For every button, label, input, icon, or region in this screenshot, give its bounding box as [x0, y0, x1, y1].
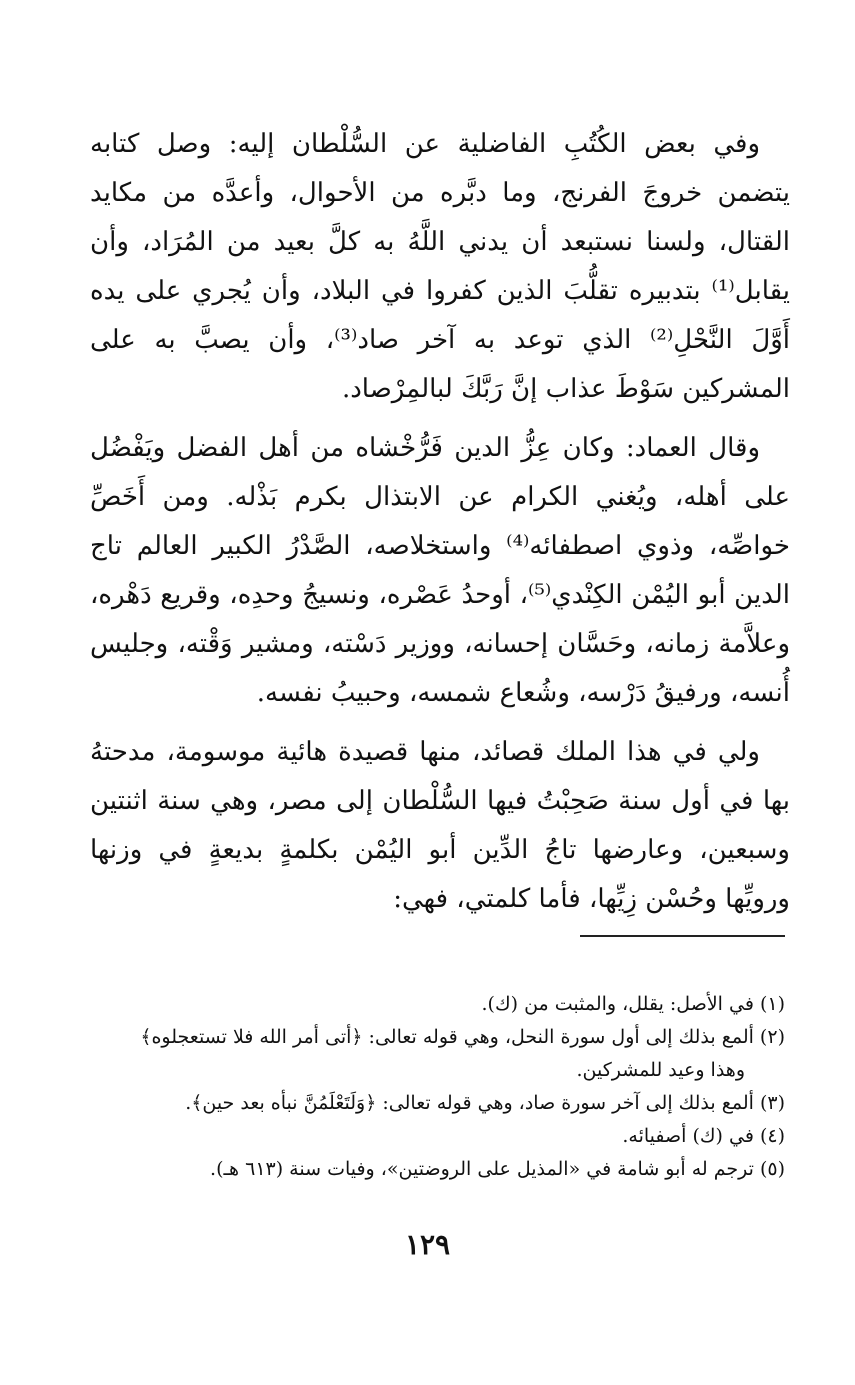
paragraph-1: وفي بعض الكُتُبِ الفاضلية عن السُّلْطان إليه: وصل كتابه يتضمن خروجَ الفرنج، وما دبَّره من الأحوال، وأعدَّه من مكايد القتال، ولسنا نستبعد أن يدني اللَّهُ به كلَّ بعيد من المُرَاد، وأن يقابل⁽¹⁾ بتدبيره تقلُّبَ الذين كفروا في البلاد، وأن يُجري على يده أَوَّلَ النَّحْلِ⁽²⁾ الذي توعد به آخر صاد⁽³⁾، وأن يصبَّ به على المشركين سَوْطَ عذاب إنَّ رَبَّكَ لبالمِرْصاد.: [90, 129, 791, 404]
footnote-4: (٤) في (ك) أصفيائه.: [622, 1125, 785, 1147]
page-number: ١٢٩: [404, 1228, 451, 1261]
footnote-3: (٣) ألمع بذلك إلى آخر سورة صاد، وهي قوله تعالى: ﴿وَلَتَعْلَمُنَّ نبأه بعد حين﴾.: [185, 1092, 785, 1114]
footnotes: [80, 988, 785, 1186]
paragraph-3: ولي في هذا الملك قصائد، منها قصيدة هائية موسومة، مدحتهُ بها في أول سنة صَحِبْتُ فيها السُّلْطان إلى مصر، وهي سنة اثنتين وسبعين، وعارضها تاجُ الدِّين أبو اليُمْن بكلمةٍ بديعةٍ في وزنها ورويِّها وحُسْن زِيِّها، فأما كلمتي، فهي:: [90, 737, 790, 914]
footnote-2-continuation: وهذا وعيد للمشركين.: [576, 1059, 745, 1081]
footnote-separator: [580, 935, 785, 937]
main-text: [90, 120, 790, 934]
footnote-1: (١) في الأصل: يقلل، والمثبت من (ك).: [481, 993, 785, 1015]
footnote-5: (٥) ترجم له أبو شامة في «المذيل على الروضتين»، وفيات سنة (٦١٣ هـ).: [210, 1158, 785, 1180]
footnote-2: (٢) ألمع بذلك إلى أول سورة النحل، وهي قوله تعالى: ﴿أتى أمر الله فلا تستعجلوه﴾: [140, 1026, 785, 1048]
paragraph-2: وقال العماد: وكان عِزُّ الدين فَرُّخْشاه من أهل الفضل ويَفْضُل على أهله، ويُغني الكرام عن الابتذال بكرم بَذْله. ومن أَخَصِّ خواصِّه، وذوي اصطفائه⁽⁴⁾ واستخلاصه، الصَّدْرُ الكبير العالم تاج الدين أبو اليُمْن الكِنْدي⁽⁵⁾، أوحدُ عَصْره، ونسيجُ وحدِه، وقريع دَهْره، وعلاَّمة زمانه، وحَسَّان إحسانه، ووزير دَسْته، ومشير وَقْته، وجليس أُنسه، ورفيقُ دَرْسه، وشُعاع شمسه، وحبيبُ نفسه.: [90, 433, 790, 708]
